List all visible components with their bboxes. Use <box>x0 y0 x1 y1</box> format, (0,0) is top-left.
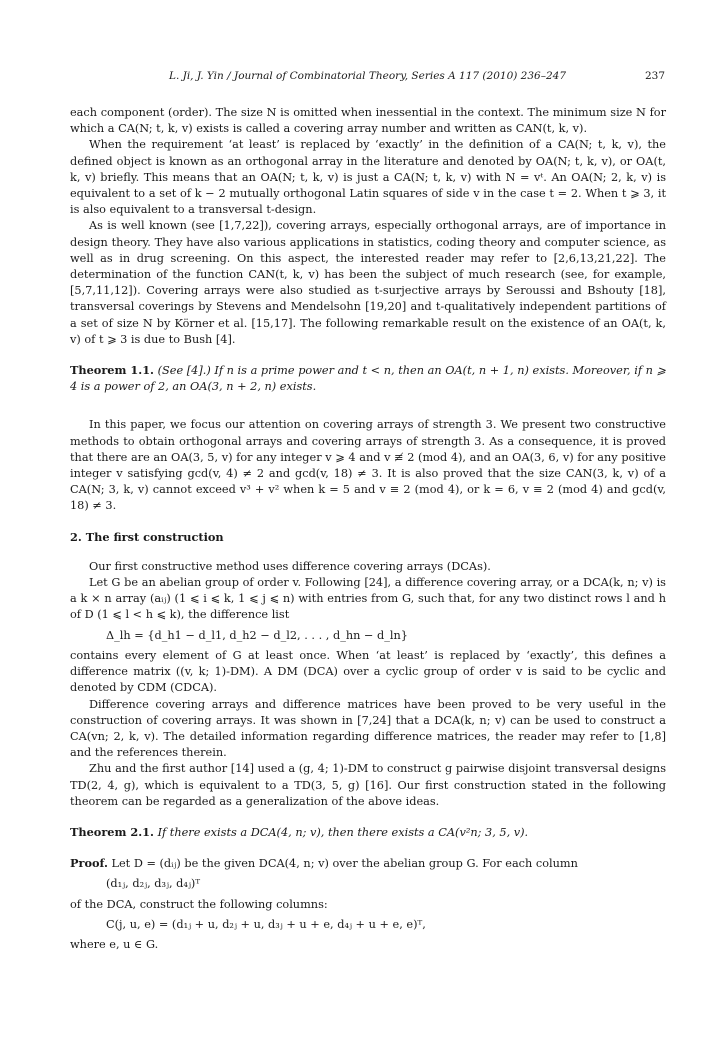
proof-text: Let D = (dᵢⱼ) be the given DCA(4, n; v) over the abelian group G. For each column <box>111 857 578 871</box>
running-header <box>70 68 665 84</box>
paragraph: Zhu and the first author [14] used a (g, 4; 1)-DM to construct g pairwise disjoint transversal designs TD(2, 4, g), which is equivalent to a TD(3, 5, g) [16]. Our first construction stated in the following theorem can be regarded as a generalization of the above ideas. <box>70 762 666 808</box>
equation-column: (d₁ⱼ, d₂ⱼ, d₃ⱼ, d₄ⱼ)ᵀ <box>106 877 201 891</box>
proof <box>70 855 666 872</box>
paragraph: where e, u ∈ G. <box>70 937 159 951</box>
running-title: L. Ji, J. Yin / Journal of Combinatorial Theory, Series A 117 (2010) 236–247 <box>168 70 567 82</box>
page-number: 237 <box>644 70 665 82</box>
paragraph: As is well known (see [1,7,22]), covering arrays, especially orthogonal arrays, are of importance in design theory. They have also various applications in statistics, coding theory and computer science, as well as in drug screening. On this aspect, the interested reader may refer to [2,6,13,21,22]. The determination of the function CAN(t, k, v) has been the subject of much research (see, for example, [5,7,11,12]). Covering arrays were also studied as t-surjective arrays by Seroussi and Bshouty [18], transversal coverings by Stevens and Mendelsohn [19,20] and t-qualitatively independent partitions of a set of size N by Körner et al. [15,17]. The following remarkable result on the existence of an OA(t, k, v) of t ⩾ 3 is due to Bush [4]. <box>70 219 666 346</box>
theorem-label: Theorem 1.1. <box>70 363 154 378</box>
proof-label: Proof. <box>70 856 108 871</box>
equation-constructed-columns: C(j, u, e) = (d₁ⱼ + u, d₂ⱼ + u, d₃ⱼ + u + e, d₄ⱼ + u + e, e)ᵀ, <box>106 917 426 931</box>
paragraph: of the DCA, construct the following columns: <box>70 897 328 911</box>
paragraph: Our first constructive method uses difference covering arrays (DCAs). <box>89 559 491 573</box>
paragraph: Difference covering arrays and difference matrices have been proved to be very useful in the construction of covering arrays. It was shown in [7,24] that a DCA(k, n; v) can be used to construct a CA(vn; 2, k, v). The detailed information regarding difference matrices, the reader may refer to [1,8] and the references therein. <box>70 697 666 760</box>
paragraph: Let G be an abelian group of order v. Following [24], a difference covering array, or a DCA(k, n; v) is a k × n array (aᵢⱼ) (1 ⩽ i ⩽ k, 1 ⩽ j ⩽ n) with entries from G, such that, for any two distinct rows l and h of D (1 ⩽ l < h ⩽ k), the difference list <box>70 576 666 622</box>
theorem-label: Theorem 2.1. <box>70 824 154 839</box>
paragraph: each component (order). The size N is omitted when inessential in the context. The minimum size N for which a CA(N; t, k, v) exists is called a covering array number and written as CAN(t, k, v). <box>70 106 666 136</box>
paper-body <box>70 105 666 953</box>
section-heading: 2. The first construction <box>70 529 224 544</box>
theorem-text: If there exists a DCA(4, n; v), then there exists a CA(v²n; 3, 5, v). <box>157 825 529 839</box>
paragraph: When the requirement ‘at least’ is replaced by ‘exactly’ in the definition of a CA(N; t, k, v), the defined object is known as an orthogonal array in the literature and denoted by OA(N; t, k, v), or OA(t, k, v) briefly. This means that an OA(N; t, k, v) is just a CA(N; t, k, v) with N = vᵗ. An OA(N; 2, k, v) is equivalent to a set of k − 2 mutually orthogonal Latin squares of side v in the case t = 2. When t ⩾ 3, it is also equivalent to a transversal t-design. <box>70 138 666 217</box>
paragraph: In this paper, we focus our attention on covering arrays of strength 3. We present two constructive methods to obtain orthogonal arrays and covering arrays of strength 3. As a consequence, it is proved that there are an OA(3, 5, v) for any integer v ⩾ 4 and v ≢ 2 (mod 4), and an OA(3, 6, v) for any positive integer v satisfying gcd(v, 4) ≠ 2 and gcd(v, 18) ≠ 3. It is also proved that the size CAN(3, k, v) of a CA(N; 3, k, v) cannot exceed v³ + v² when k = 5 and v ≡ 2 (mod 4), or k = 6, v ≡ 2 (mod 4) and gcd(v, 18) ≠ 3. <box>70 418 666 513</box>
theorem-text: (See [4].) If n is a prime power and t < n, then an OA(t, n + 1, n) exists. Moreover, if n ⩾ 4 is a power of 2, an OA(3, n + 2, n) exists. <box>70 364 666 394</box>
theorem-2-1 <box>70 824 666 841</box>
equation-difference-list: Δ_lh = {d_h1 − d_l1, d_h2 − d_l2, . . . , d_hn − d_ln} <box>106 628 408 642</box>
paragraph: contains every element of G at least once. When ‘at least’ is replaced by ‘exactly’, this defines a difference matrix ((v, k; 1)-DM). A DM (DCA) over a cyclic group of order v is said to be cyclic and denoted by CDM (CDCA). <box>70 648 666 695</box>
theorem-1-1 <box>70 362 666 395</box>
